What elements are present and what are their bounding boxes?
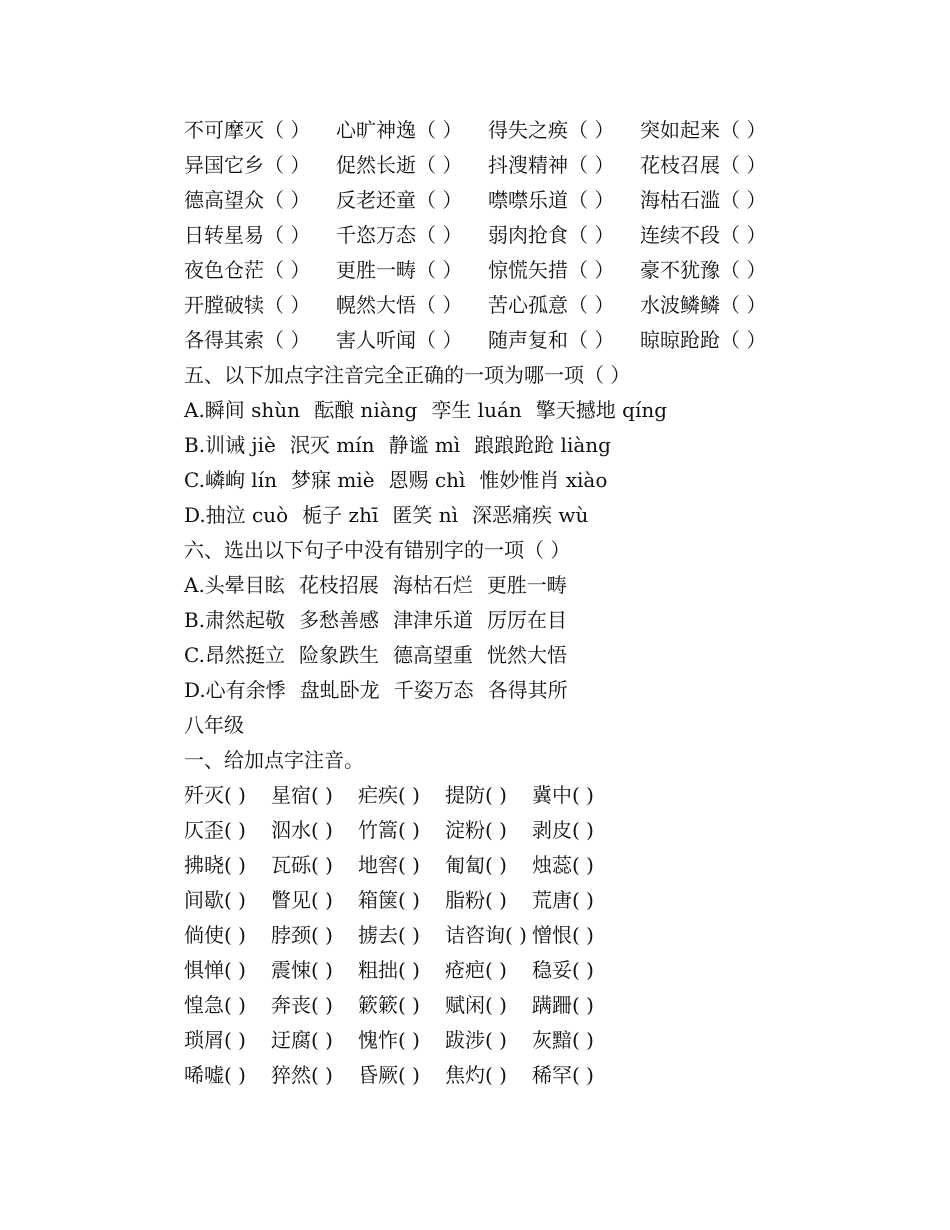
idiom-row [184, 288, 804, 323]
word-item: 瞥见( ) [271, 888, 333, 912]
idiom-item: 噤噤乐道（ ） [488, 188, 615, 212]
word-item: 焦灼( ) [445, 1063, 507, 1087]
option-part: 静谧 mì [388, 433, 461, 457]
word-item: 簌簌( ) [358, 993, 420, 1017]
word-item: 歼灭( ) [184, 783, 246, 807]
idiom-item: 德高望众（ ） [184, 188, 311, 212]
word-item: 赋闲( ) [445, 993, 507, 1017]
option-part: C.昂然挺立 [184, 643, 285, 667]
option-part: 惟妙惟肖 xiào [479, 468, 608, 492]
grade-heading: 八年级 [184, 713, 244, 737]
idiom-item: 惊慌矢措（ ） [488, 258, 615, 282]
idiom-item: 随声复和（ ） [488, 328, 615, 352]
option-part: D.心有余悸 [184, 678, 286, 702]
word-item: 地窖( ) [358, 853, 420, 877]
idiom-item: 抖溲精神（ ） [488, 153, 615, 177]
idiom-item: 突如起来（ ） [640, 118, 767, 142]
word-item: 烛蕊( ) [532, 853, 594, 877]
option-part: 盘虬卧龙 [299, 678, 380, 702]
option-part: 花枝招展 [298, 573, 379, 597]
word-row [184, 883, 804, 918]
option-part: 千姿万态 [393, 678, 474, 702]
word-item: 脖颈( ) [271, 923, 333, 947]
option-part: 各得其所 [487, 678, 568, 702]
word-row [184, 988, 804, 1023]
word-item: 琐屑( ) [184, 1028, 246, 1052]
word-item: 跋涉( ) [445, 1028, 507, 1052]
idiom-item: 海枯石滥（ ） [640, 188, 767, 212]
word-item: 剥皮( ) [532, 818, 594, 842]
idiom-item: 连续不段（ ） [640, 223, 767, 247]
option-part: C.嶙峋 lín [184, 468, 277, 492]
option-part: 恩赐 chì [388, 468, 466, 492]
word-item: 稀罕( ) [532, 1063, 594, 1087]
word-item: 竹篙( ) [358, 818, 420, 842]
question-6-option [184, 638, 804, 673]
option-part: 恍然大悟 [486, 643, 567, 667]
word-item: 昏厥( ) [358, 1063, 420, 1087]
question-6-title: 六、选出以下句子中没有错别字的一项（ ） [184, 538, 571, 562]
option-part: B.肃然起敬 [184, 608, 286, 632]
idiom-item: 苦心孤意（ ） [488, 293, 615, 317]
idiom-item: 不可摩灭（ ） [184, 118, 311, 142]
idiom-row [184, 253, 804, 288]
word-item: 荒唐( ) [532, 888, 594, 912]
word-item: 奔丧( ) [271, 993, 333, 1017]
word-row [184, 778, 804, 813]
idiom-item: 幌然大悟（ ） [336, 293, 463, 317]
idiom-item: 花枝召展（ ） [640, 153, 767, 177]
word-item: 迂腐( ) [271, 1028, 333, 1052]
word-row [184, 918, 804, 953]
idiom-item: 害人听闻（ ） [336, 328, 463, 352]
page-content [184, 113, 804, 1093]
word-item: 惶急( ) [184, 993, 246, 1017]
question-5-option [184, 393, 804, 428]
word-item: 瓦砾( ) [271, 853, 333, 877]
word-item: 灰黯( ) [532, 1028, 594, 1052]
word-item: 粗拙( ) [358, 958, 420, 982]
word-item: 震悚( ) [271, 958, 333, 982]
word-item: 匍匐( ) [445, 853, 507, 877]
word-item: 脂粉( ) [445, 888, 507, 912]
question-6-option [184, 603, 804, 638]
option-part: 泯灭 mín [289, 433, 375, 457]
word-item: 淀粉( ) [445, 818, 507, 842]
question-6-option [184, 673, 804, 708]
word-item: 掳去( ) [358, 923, 420, 947]
option-part: 深恶痛疾 wù [471, 503, 589, 527]
word-item: 蹒跚( ) [532, 993, 594, 1017]
word-item: 倘使( ) [184, 923, 246, 947]
option-part: 厉厉在目 [487, 608, 568, 632]
word-item: 疟疾( ) [358, 783, 420, 807]
word-item: 稳妥( ) [532, 958, 594, 982]
idiom-item: 开膛破犊（ ） [184, 293, 311, 317]
word-table [184, 778, 804, 1093]
word-item: 冀中( ) [532, 783, 594, 807]
word-row [184, 1058, 804, 1093]
idiom-item: 晾晾跄跄（ ） [640, 328, 767, 352]
idiom-item: 弱肉抢食（ ） [488, 223, 615, 247]
option-part: D.抽泣 cuò [184, 503, 289, 527]
idiom-item: 更胜一畴（ ） [336, 258, 463, 282]
idiom-item: 心旷神逸（ ） [336, 118, 463, 142]
word-item: 提防( ) [445, 783, 507, 807]
option-part: 匿笑 nì [392, 503, 458, 527]
option-part: 孪生 luán [431, 398, 522, 422]
option-part: 梦寐 miè [290, 468, 375, 492]
word-item: 间歇( ) [184, 888, 246, 912]
idiom-item: 豪不犹豫（ ） [640, 258, 767, 282]
word-item: 星宿( ) [271, 783, 333, 807]
option-part: 德高望重 [392, 643, 473, 667]
option-part: 踉踉跄跄 liàng [474, 433, 611, 457]
word-row [184, 813, 804, 848]
idiom-item: 促然长逝（ ） [336, 153, 463, 177]
option-part: A.瞬间 shùn [184, 398, 301, 422]
question-5-option [184, 463, 804, 498]
question-5-option [184, 428, 804, 463]
option-part: B.训诫 jiè [184, 433, 276, 457]
idiom-table [184, 113, 804, 358]
idiom-row [184, 148, 804, 183]
word-item: 拂晓( ) [184, 853, 246, 877]
word-row [184, 1023, 804, 1058]
idiom-item: 日转星易（ ） [184, 223, 311, 247]
idiom-row [184, 183, 804, 218]
word-item: 唏嘘( ) [184, 1063, 246, 1087]
idiom-item: 各得其索（ ） [184, 328, 311, 352]
word-item: 猝然( ) [271, 1063, 333, 1087]
idiom-item: 千恣万态（ ） [336, 223, 463, 247]
idiom-row [184, 218, 804, 253]
option-part: A.头晕目眩 [184, 573, 285, 597]
word-row [184, 953, 804, 988]
idiom-row [184, 113, 804, 148]
question-6-option [184, 568, 804, 603]
word-item: 愧怍( ) [358, 1028, 420, 1052]
option-part: 险象跌生 [298, 643, 379, 667]
option-part: 栀子 zhī [302, 503, 379, 527]
idiom-item: 异国它乡（ ） [184, 153, 311, 177]
word-item: 诘咨询( ) [445, 923, 527, 947]
word-item: 憎恨( ) [532, 923, 594, 947]
option-part: 擎天撼地 qíng [535, 398, 668, 422]
word-item: 疮疤( ) [445, 958, 507, 982]
idiom-item: 夜色仓茫（ ） [184, 258, 311, 282]
idiom-item: 得失之痪（ ） [488, 118, 615, 142]
idiom-row [184, 323, 804, 358]
question-5-option [184, 498, 804, 533]
idiom-item: 反老还童（ ） [336, 188, 463, 212]
option-part: 海枯石烂 [392, 573, 473, 597]
idiom-item: 水波鳞鳞（ ） [640, 293, 767, 317]
word-item: 箱箧( ) [358, 888, 420, 912]
word-item: 泅水( ) [271, 818, 333, 842]
question-5-title: 五、以下加点字注音完全正确的一项为哪一项（ ） [184, 363, 631, 387]
word-item: 仄歪( ) [184, 818, 246, 842]
option-part: 多愁善感 [299, 608, 380, 632]
option-part: 更胜一畴 [486, 573, 567, 597]
word-row [184, 848, 804, 883]
option-part: 津津乐道 [393, 608, 474, 632]
option-part: 酝酿 niàng [314, 398, 418, 422]
section-1-title: 一、给加点字注音。 [184, 748, 364, 772]
word-item: 惧惮( ) [184, 958, 246, 982]
